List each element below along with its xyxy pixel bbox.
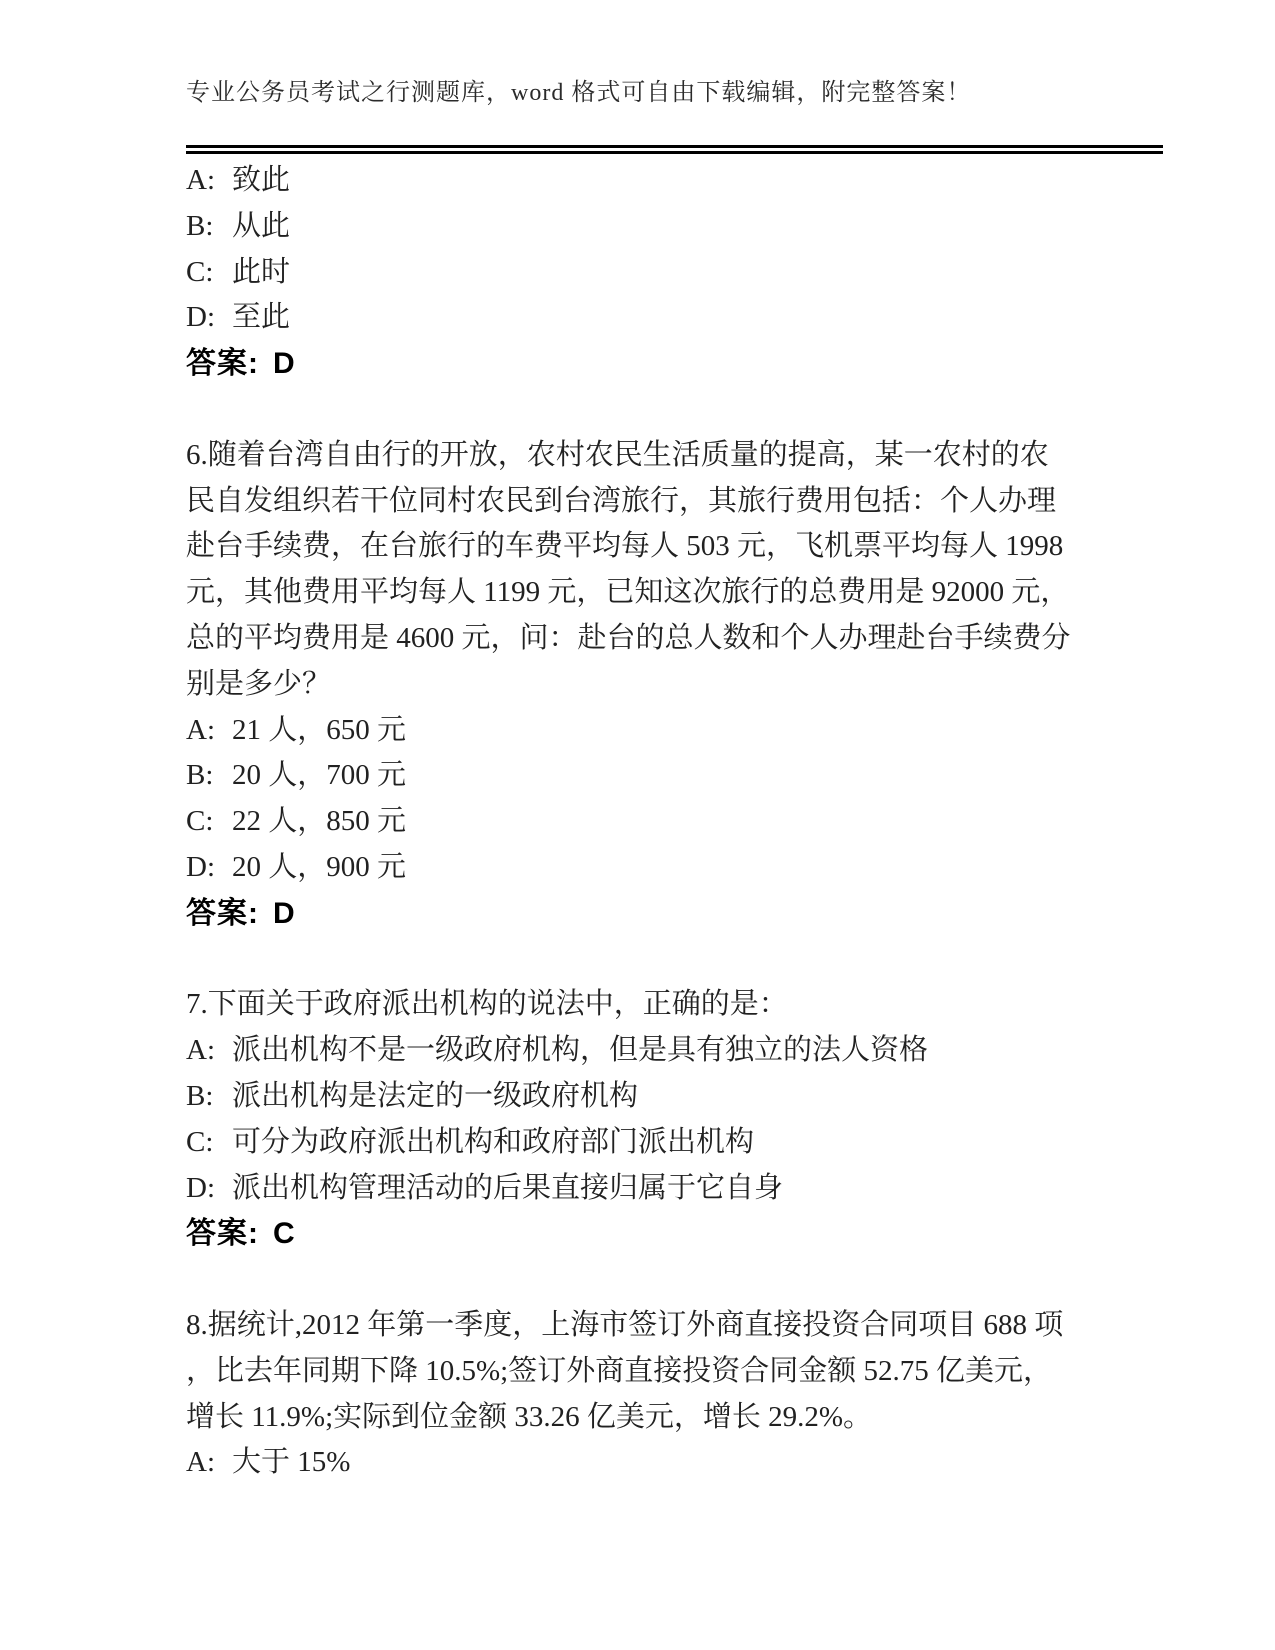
question-block: [186, 433, 1136, 937]
question-text-line: 增长 11.9%;实际到位金额 33.26 亿美元，增长 29.2%。: [186, 1400, 873, 1433]
answer-row: [186, 891, 1136, 937]
question-block: [186, 1303, 1136, 1486]
question-text-line: 8.据统计,2012 年第一季度，上海市签订外商直接投资合同项目 688 项: [186, 1308, 1064, 1341]
option-text: 20 人，700 元: [232, 759, 407, 792]
question-block: [186, 982, 1136, 1257]
option-text: 致此: [232, 164, 291, 196]
option-label: B:: [186, 1079, 214, 1112]
option-row: [186, 1440, 1136, 1486]
answer-value: D: [273, 347, 295, 381]
answer-value: C: [273, 1217, 295, 1251]
option-text: 派出机构管理活动的后果直接归属于它自身: [232, 1171, 784, 1204]
option-label: C:: [186, 805, 214, 838]
question-block: [186, 158, 1136, 387]
question-text-line: 7.下面关于政府派出机构的说法中，正确的是：: [186, 988, 788, 1021]
option-text: 21 人，650 元: [232, 713, 407, 746]
option-row: [186, 845, 1136, 891]
option-text: 此时: [232, 255, 291, 288]
option-row: [186, 708, 1136, 754]
option-label: A:: [186, 1034, 215, 1067]
option-row: [186, 204, 1136, 250]
question-text-line: 总的平均费用是 4600 元，问：赴台的总人数和个人办理赴台手续费分: [186, 621, 1071, 654]
option-text: 可分为政府派出机构和政府部门派出机构: [232, 1125, 755, 1158]
answer-row: [186, 341, 1136, 387]
option-row: [186, 158, 1136, 204]
answer-label: 答案:: [186, 347, 259, 381]
option-text: 派出机构是法定的一级政府机构: [232, 1079, 639, 1112]
option-row: [186, 295, 1136, 341]
option-label: A:: [186, 1446, 215, 1479]
question-text-line: 赴台手续费，在台旅行的车费平均每人 503 元，飞机票平均每人 1998: [186, 530, 1064, 563]
question-text-line: 元，其他费用平均每人 1199 元，已知这次旅行的总费用是 92000 元，: [186, 576, 1070, 609]
option-text: 从此: [232, 209, 291, 242]
option-row: [186, 250, 1136, 296]
page-header: 专业公务员考试之行测题库，word 格式可自由下载编辑，附完整答案！: [186, 80, 972, 106]
option-text: 20 人，900 元: [232, 850, 407, 883]
question-text-line: 别是多少？: [186, 667, 332, 700]
option-row: [186, 1120, 1136, 1166]
option-row: [186, 799, 1136, 845]
option-row: [186, 1028, 1136, 1074]
answer-value: D: [273, 896, 295, 930]
document-body: [186, 158, 1136, 1532]
option-label: D:: [186, 850, 215, 883]
option-label: B:: [186, 759, 214, 792]
option-label: A:: [186, 164, 215, 196]
option-label: D:: [186, 1171, 215, 1204]
option-label: B:: [186, 209, 214, 242]
option-text: 派出机构不是一级政府机构，但是具有独立的法人资格: [232, 1034, 929, 1067]
option-label: C:: [186, 1125, 214, 1158]
question-text-line: ，比去年同期下降 10.5%;签订外商直接投资合同金额 52.75 亿美元，: [186, 1354, 1052, 1387]
answer-label: 答案:: [186, 896, 259, 930]
question-text-line: 6.随着台湾自由行的开放，农村农民生活质量的提高，某一农村的农: [186, 438, 1049, 471]
answer-row: [186, 1211, 1136, 1257]
option-row: [186, 1166, 1136, 1212]
option-text: 至此: [232, 301, 291, 334]
option-text: 22 人，850 元: [232, 805, 407, 838]
answer-label: 答案:: [186, 1217, 259, 1251]
option-label: D:: [186, 301, 215, 334]
header-divider: [186, 145, 1163, 154]
option-label: C:: [186, 255, 214, 288]
option-label: A:: [186, 713, 215, 746]
option-row: [186, 1074, 1136, 1120]
option-row: [186, 753, 1136, 799]
question-text-line: 民自发组织若干位同村农民到台湾旅行，其旅行费用包括：个人办理: [186, 484, 1057, 517]
option-text: 大于 15%: [232, 1446, 351, 1479]
